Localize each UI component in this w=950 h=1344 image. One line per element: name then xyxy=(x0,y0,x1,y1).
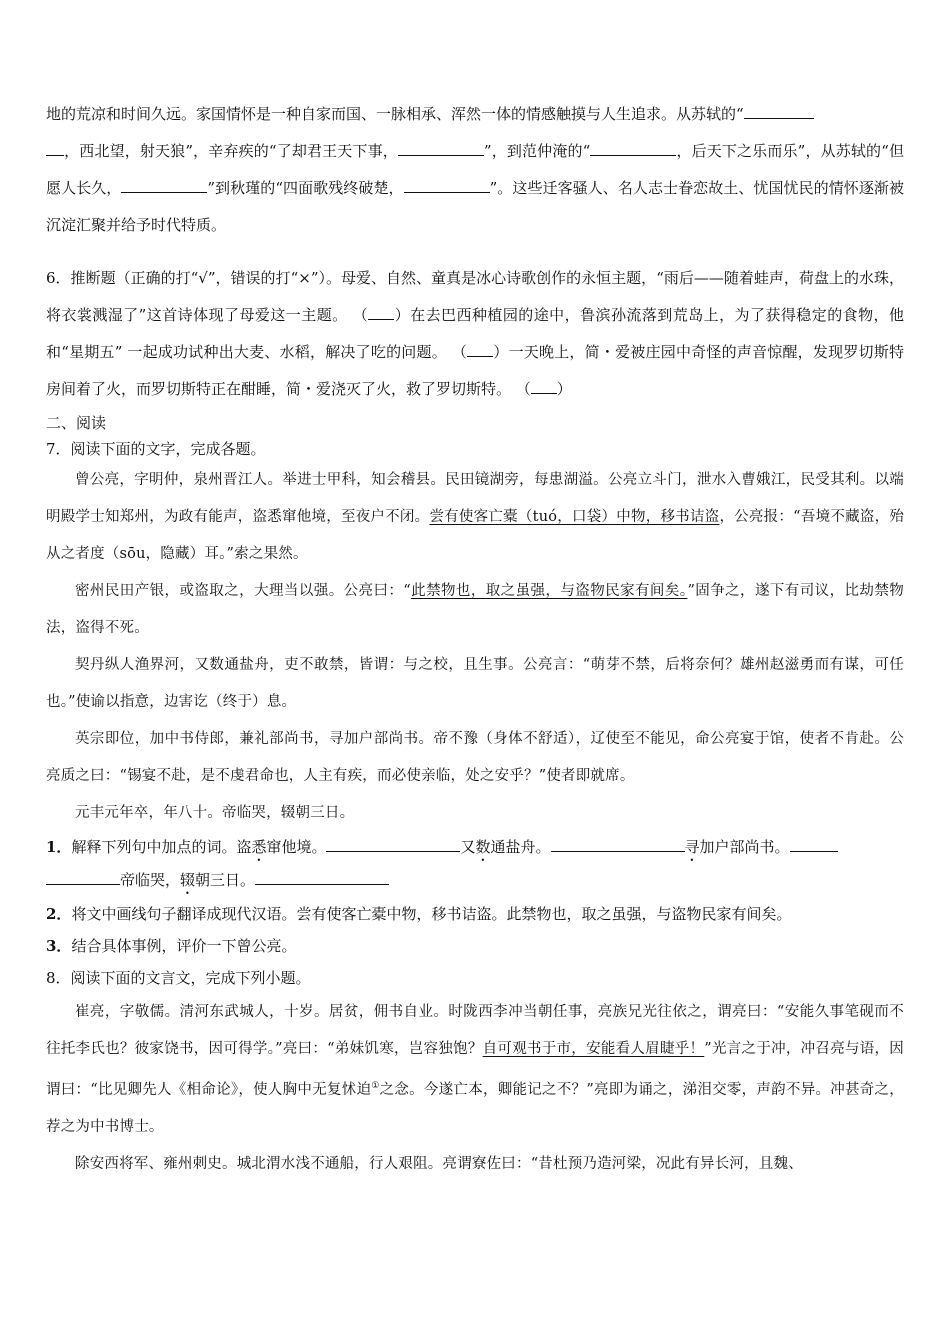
subquestion-text: 帝临哭， xyxy=(120,871,181,889)
section-heading: 二、阅读 xyxy=(46,414,107,432)
question-6 xyxy=(46,260,904,408)
answer-blank-2[interactable] xyxy=(551,837,685,852)
underlined-sentence-1: 尝有使客亡橐（tuó，口袋）中物，移书诘盗 xyxy=(429,509,720,525)
passage-text: ”固争之，遂下有司议，比劫禁物法，盗得不死。 xyxy=(46,583,904,636)
q8-passage-p1 xyxy=(46,994,904,1146)
q6-text: ）一天晚上，简・爱被庄园中奇怪的声音惊醒，发现罗切斯特房间着了火，而罗切斯特正在酣睡，简・爱浇灭了火，救了罗切斯特。 （ xyxy=(46,343,904,398)
passage-text: ，公亮报：“吾境不藏盗，殆从之者度（sōu，隐藏）耳。”索之果然。 xyxy=(46,509,905,562)
passage-text: ”光言之于冲，冲召亮与语，因谓曰：“比见卿先人《相命论》，使人胸中无复怵迫 xyxy=(46,1041,905,1098)
blank-1-cont[interactable] xyxy=(46,141,64,156)
subquestion-number: 3． xyxy=(46,937,72,955)
subquestion-text: 将文中画线句子翻译成现代汉语。尝有使客亡橐中物，移书诘盗。此禁物也，取之虽强，与盗物民家有间矣。 xyxy=(71,905,792,923)
blank-5[interactable] xyxy=(404,178,490,193)
dotted-word: 寻 xyxy=(684,838,700,856)
dotted-word: 辍 xyxy=(180,871,196,889)
subquestion-text: 解释下列句中加点的词。盗 xyxy=(71,838,252,856)
q6-text: ）在去巴西种植园的途中，鲁滨孙流落到荒岛上，为了获得稳定的食物，他和“星期五” 一起成功试种出大麦、水稻，解决了吃的问题。 （ xyxy=(46,306,904,361)
q6-text: ） xyxy=(556,380,572,398)
blank-4[interactable] xyxy=(121,178,207,193)
answer-blank-3-cont[interactable] xyxy=(46,870,120,885)
q7-subquestion-1 xyxy=(46,832,904,898)
intro-paragraph xyxy=(46,96,904,244)
passage-text: 之念。今遂亡本，卿能记之不？”亮即为诵之，涕泪交零，声韵不异。冲甚奇之，荐之为中书博士。 xyxy=(46,1081,904,1135)
intro-text: ”到秋瑾的“四面歌残终破楚， xyxy=(207,179,404,197)
q7-passage-p1 xyxy=(46,462,904,573)
passage-text: 曾公亮，字明仲，泉州晋江人。举进士甲科，知会稽县。民田镜湖旁，每患湖溢。公亮立斗门，泄水入曹娥江，民受其利。以端明殿学士知郑州，为政有能声，盗悉窜他境，至夜户不闭。 xyxy=(46,472,904,525)
q7-subquestion-2 xyxy=(46,898,904,930)
question-7-heading: 7．阅读下面的文字，完成各题。 xyxy=(46,440,266,458)
q7-passage-p5: 元丰元年卒，年八十。帝临哭，辍朝三日。 xyxy=(75,805,355,821)
judge-blank-3[interactable] xyxy=(531,379,557,394)
subquestion-text: 加户部尚书。 xyxy=(699,838,790,856)
dotted-word: 数 xyxy=(475,838,491,856)
subquestion-text: 窜他境。 xyxy=(266,838,327,856)
answer-blank-3[interactable] xyxy=(790,837,838,852)
footnote-marker: ① xyxy=(371,1081,380,1091)
subquestion-number: 2． xyxy=(46,905,72,923)
judge-blank-2[interactable] xyxy=(467,342,493,357)
intro-text: ”，到范仲淹的“ xyxy=(483,142,591,160)
q6-text: 6．推断题（正确的打“√”，错误的打“×”）。母爱、自然、童真是冰心诗歌创作的永恒主题，“雨后——随着蛙声，荷盘上的水珠， 将衣裳溅湿了”这首诗体现了母爱这一主题。 （ xyxy=(46,269,904,324)
q7-passage-p4: 英宗即位，加中书侍郎，兼礼部尚书，寻加户部尚书。帝不豫（身体不舒适），辽使至不能见，命公亮宴于馆，使者不肯赴。公亮质之曰：“锡宴不赴，是不虔君命也，人主有疾，而必使亲临，处之安乎？”使者即就席。 xyxy=(46,731,904,784)
document-page xyxy=(46,96,904,1183)
passage-text: 崔亮，字敬儒。清河东武城人，十岁。居贫，佣书自业。时陇西李冲当朝任事，亮族兄光往依之，谓亮曰：“安能久事笔砚而不往托李氏也？彼家饶书，因可得学。”亮曰：“弟妹饥寒，岂容独饱？ xyxy=(46,1004,904,1057)
subquestion-number: 1． xyxy=(46,838,72,856)
answer-blank-4[interactable] xyxy=(255,870,389,885)
intro-text: ”。这些迁客骚人、名人志士眷恋故土、忧国忧民的情怀逐渐被沉淀汇聚并给予时代特质。 xyxy=(46,179,904,234)
subquestion-text: 通盐舟。 xyxy=(490,838,551,856)
underlined-sentence-2: 此禁物也，取之虽强，与盗物民家有间矣。 xyxy=(410,583,688,599)
intro-text: ，后天下之乐而乐”，从苏轼的“但愿人长久， xyxy=(46,142,905,197)
underlined-sentence-3: 自可观书于市，安能看人眉睫乎！ xyxy=(482,1041,705,1057)
intro-text: ，西北望，射天狼”，辛弃疾的“了却君王天下事， xyxy=(64,142,398,160)
blank-3[interactable] xyxy=(590,141,676,156)
subquestion-text: 又 xyxy=(460,838,476,856)
answer-blank-1[interactable] xyxy=(326,837,460,852)
dotted-word: 悉 xyxy=(251,838,267,856)
subquestion-text: 结合具体事例，评价一下曾公亮。 xyxy=(71,937,297,955)
judge-blank-1[interactable] xyxy=(368,305,394,320)
question-8-heading: 8．阅读下面的文言文，完成下列小题。 xyxy=(46,969,311,987)
q7-passage-p2 xyxy=(46,573,904,647)
q7-subquestion-3 xyxy=(46,930,904,962)
q7-passage-p3: 契丹纵人渔界河，又数通盐舟，吏不敢禁，皆谓：与之校，且生事。公亮言：“萌芽不禁，后将奈何？雄州赵滋勇而有谋，可任也。”使谕以指意，边害讫（终于）息。 xyxy=(46,657,904,710)
subquestion-text: 朝三日。 xyxy=(195,871,256,889)
blank-1[interactable] xyxy=(744,104,814,119)
intro-text: 地的荒凉和时间久远。家国情怀是一种自家而国、一脉相承、浑然一体的情感触摸与人生追求。从苏轼的“ xyxy=(46,105,744,123)
passage-text: 密州民田产银，或盗取之，大理当以强。公亮曰：“ xyxy=(75,583,411,599)
q8-passage-p2: 除安西将军、雍州刺史。城北渭水浅不通船，行人艰阻。亮谓寮佐曰：“昔杜预乃造河梁，况此有异长河，且魏、 xyxy=(75,1155,803,1172)
blank-2[interactable] xyxy=(398,141,484,156)
